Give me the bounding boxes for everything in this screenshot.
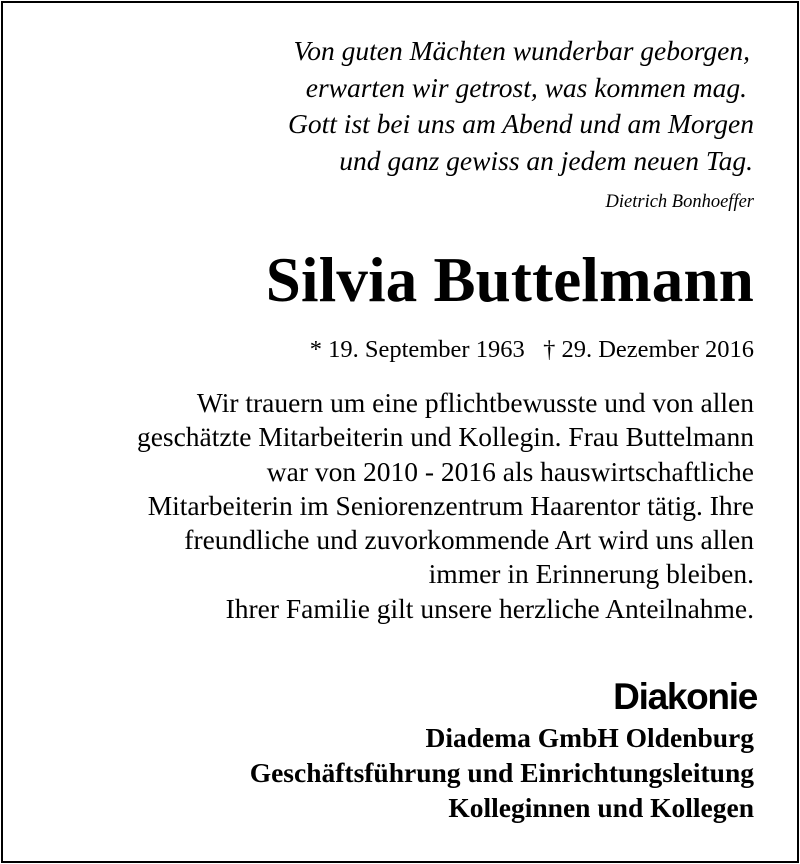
signer-organization: Diadema GmbH Oldenburg bbox=[425, 722, 754, 753]
diakonie-logo: Diakonie bbox=[613, 676, 757, 717]
bonhoeffer-poem bbox=[194, 33, 754, 179]
signer-colleagues: Kolleginnen und Kollegen bbox=[448, 792, 754, 823]
poem-line: Gott ist bei uns am Abend und am Morgen bbox=[288, 108, 754, 139]
condolence-line: immer in Erinnerung bleiben. bbox=[428, 558, 754, 590]
deceased-name: Silvia Buttelmann bbox=[265, 245, 754, 315]
condolence-line: Ihrer Familie gilt unsere herzliche Anteilnahme. bbox=[225, 592, 754, 624]
condolence-line: Wir trauern um eine pflichtbewusste und von allen bbox=[196, 387, 754, 418]
poem-author: Dietrich Bonhoeffer bbox=[605, 192, 754, 212]
condolence-line: freundliche und zuvorkommende Art wird uns allen bbox=[184, 524, 754, 556]
death-date: † 29. Dezember 2016 bbox=[543, 336, 754, 363]
signers-block bbox=[250, 720, 754, 825]
condolence-line: Mitarbeiterin im Seniorenzentrum Haarentor tätig. Ihre bbox=[147, 489, 754, 521]
condolence-text bbox=[54, 386, 754, 626]
signer-management: Geschäftsführung und Einrichtungsleitung bbox=[249, 757, 754, 788]
poem-line: Von guten Mächten wunderbar geborgen, bbox=[293, 35, 750, 66]
poem-line: erwarten wir getrost, was kommen mag. bbox=[305, 71, 747, 103]
poem-line: und ganz gewiss an jedem neuen Tag. bbox=[339, 144, 753, 176]
birth-date: * 19. September 1963 bbox=[309, 336, 525, 363]
life-dates bbox=[310, 335, 754, 365]
condolence-line: war von 2010 - 2016 als hauswirtschaftliche bbox=[266, 455, 754, 487]
condolence-line: geschätzte Mitarbeiterin und Kollegin. Frau Buttelmann bbox=[136, 421, 754, 453]
